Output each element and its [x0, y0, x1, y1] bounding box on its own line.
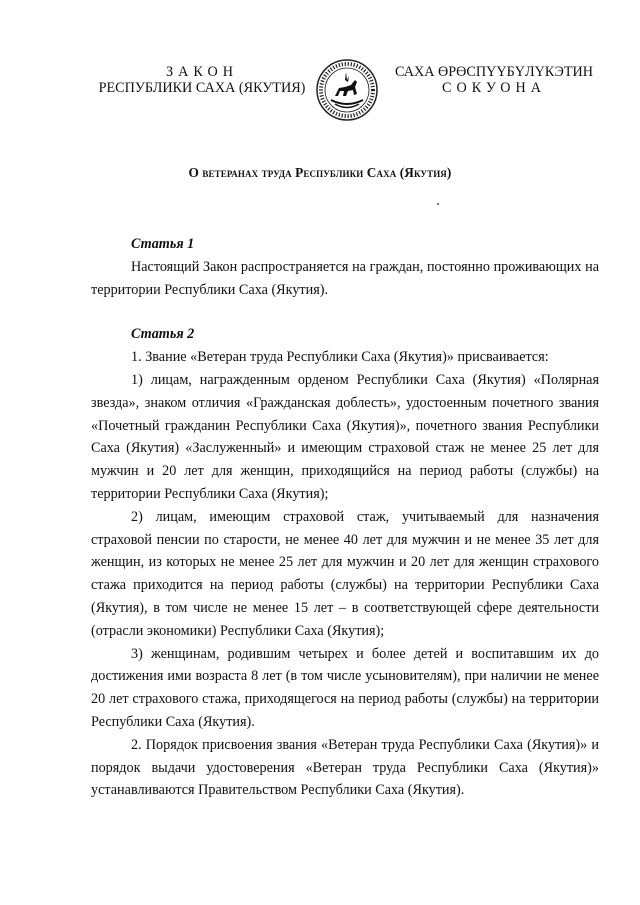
article-2-paragraph-1: 1. Звание «Ветеран труда Республики Саха (Якутия)» присваивается:	[131, 349, 549, 366]
article-2-paragraph-2: 1) лицам, награжденным орденом Республики Саха (Якутия) «Полярная звезда», знаком отличия «Гражданская доблесть», удостоенным почетного звания «Почетный гражданин Республики Саха (Якутия)», почетного звания Республики Саха (Якутия) «Заслуженный» и имеющим страховой стаж не менее 25 лет для мужчин и 20 лет для женщин, приходящийся на период работы (службы) на территории Республики Саха (Якутия);	[91, 371, 599, 502]
article-2-paragraph-3: 2) лицам, имеющим страховой стаж, учитываемый для назначения страховой пенсии по старости, не менее 40 лет для мужчин и не менее 35 лет для женщин, из которых не менее 25 лет для мужчин и 20 лет для женщин страхового стажа приходится на период работы (службы) на территории Республики Саха (Якутия), в том числе не менее 15 лет – в соответствующей сфере деятельности (отрасли экономики) Республики Саха (Якутия);	[91, 508, 599, 639]
header-right-line1: САХА ӨРӨСПҮҮБҮЛҮКЭТИН	[394, 64, 594, 80]
article-2-heading: Статья 2	[131, 326, 195, 343]
article-2-paragraph-4: 3) женщинам, родившим четырех и более детей и воспитавшим их до достижения ими возраста 8 лет (в том числе усыновителям), при наличии не менее 20 лет страхового стажа, приходящегося на период работы (службы) на территории Республики Саха (Якутия).	[91, 645, 599, 730]
header-left-line2: РЕСПУБЛИКИ САХА (ЯКУТИЯ)	[98, 80, 306, 96]
header-left-line1: ЗАКОН	[166, 64, 238, 80]
document-title: О ветеранах труда Республики Саха (Якутия)	[188, 165, 452, 180]
header-right	[378, 64, 610, 96]
header-left	[78, 64, 326, 96]
document-body	[91, 233, 599, 802]
article-2-paragraph-5: 2. Порядок присвоения звания «Ветеран труда Республики Саха (Якутия)» и порядок выдачи удостоверения «Ветеран труда Республики Саха (Якутия)» устанавливаются Правительством Республики Саха (Якутия).	[91, 736, 599, 799]
article-1-heading: Статья 1	[131, 236, 195, 252]
header-right-line2: СОКУОНА	[442, 80, 546, 96]
coat-of-arms-icon	[315, 58, 379, 122]
article-1-paragraph: Настоящий Закон распространяется на граждан, постоянно проживающих на территории Республики Саха (Якутия).	[91, 258, 599, 298]
scan-speck	[437, 203, 439, 205]
